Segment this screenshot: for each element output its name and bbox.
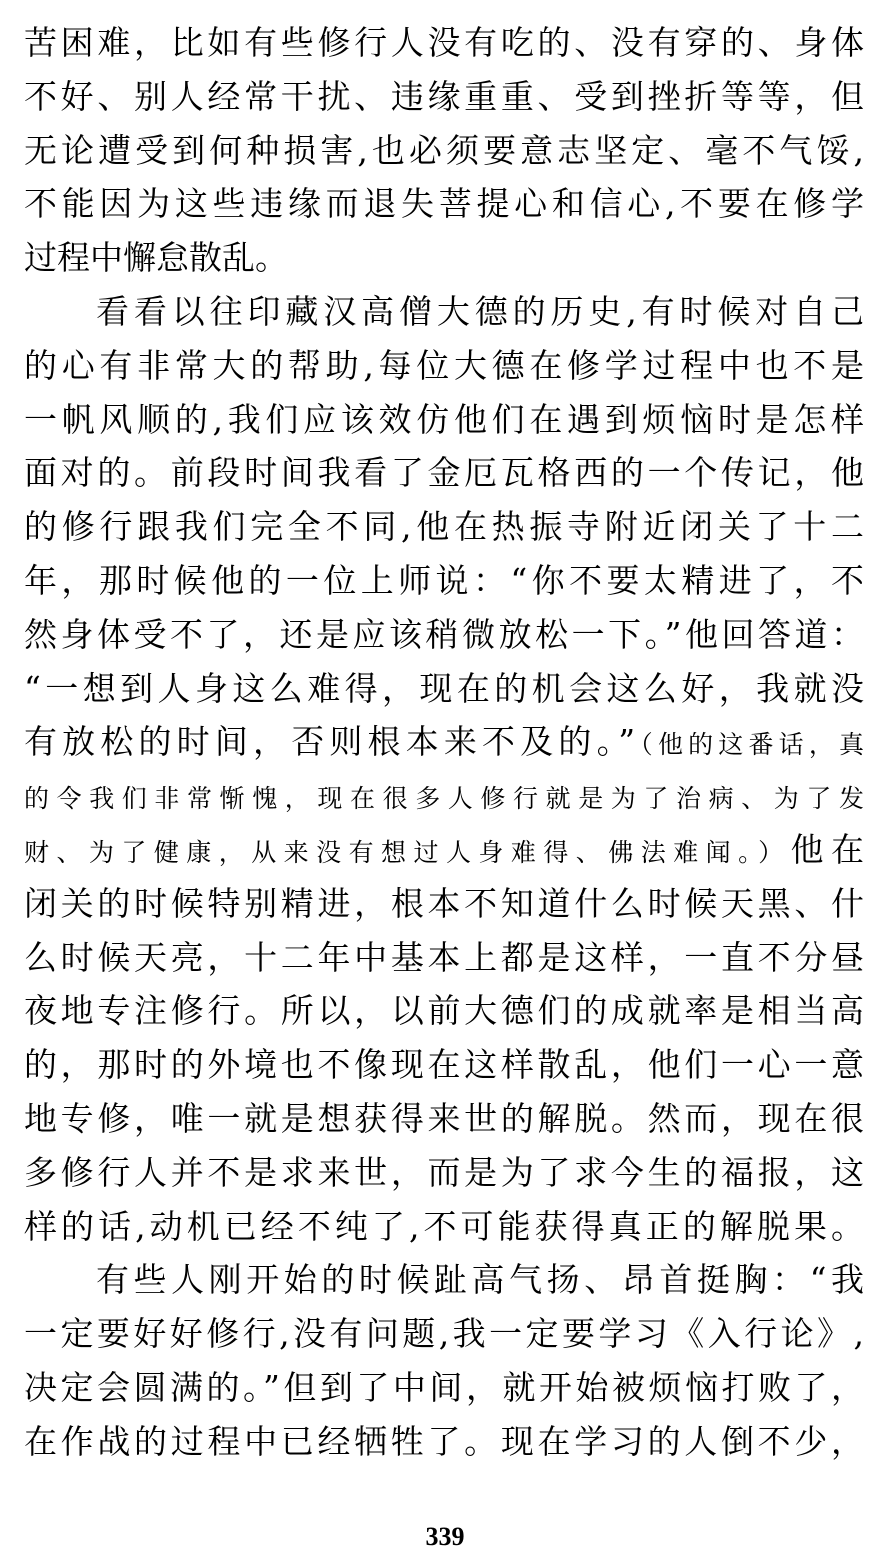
text-line: 夜地专注修行。所以，以前大德们的成就率是相当高 <box>24 991 864 1031</box>
text-line: 地专修，唯一就是想获得来世的解脱。然而，现在很 <box>24 1098 864 1138</box>
body-text <box>24 16 864 1469</box>
page-number: 339 <box>425 1522 465 1551</box>
paragraph-start-line: 有些人刚开始的时候趾高气扬、昂首挺胸：“我 <box>96 1260 864 1300</box>
text-line: 多修行人并不是求来世，而是为了求今生的福报，这 <box>24 1152 864 1192</box>
text-line: 的心有非常大的帮助,每位大德在修学过程中也不是 <box>24 345 864 385</box>
text-line: 苦困难，比如有些修行人没有吃的、没有穿的、身体 <box>24 23 864 62</box>
text-line: 面对的。前段时间我看了金厄瓦格西的一个传记，他 <box>24 453 864 493</box>
text-line: 一帆风顺的,我们应该效仿他们在遇到烦恼时是怎样 <box>24 399 864 439</box>
text-line: 的，那时的外境也不像现在这样散乱，他们一心一意 <box>24 1045 864 1085</box>
text-line: 么时候天亮，十二年中基本上都是这样，一直不分昼 <box>24 937 864 977</box>
text-line: 闭关的时候特别精进，根本不知道什么时候天黑、什 <box>24 883 864 923</box>
annotation-text: 财、为了健康，从来没有想过人身难得、佛法难闻。） <box>24 837 791 867</box>
text-line: 样的话,动机已经不纯了,不可能获得真正的解脱果。 <box>24 1206 864 1246</box>
text-line: 一定要好好修行,没有问题,我一定要学习《入行论》, <box>24 1314 864 1354</box>
annotation-text: （他的这番话，真 <box>635 730 864 760</box>
text-line: 无论遭受到何种损害,也必须要意志坚定、毫不气馁, <box>24 130 864 170</box>
text-line: 不能因为这些违缘而退失菩提心和信心,不要在修学 <box>24 184 864 224</box>
text-line: 年，那时候他的一位上师说：“你不要太精进了，不 <box>24 560 864 600</box>
text-line: 过程中懈怠散乱。 <box>24 238 288 278</box>
text-line: 不好、别人经常干扰、违缘重重、受到挫折等等，但 <box>24 76 864 116</box>
text-line: 然身体受不了，还是应该稍微放松一下。”他回答道： <box>24 614 864 654</box>
annotation-text: 的令我们非常惭愧，现在很多人修行就是为了治病、为了发 <box>24 784 864 814</box>
paragraph-start-line: 看看以往印藏汉高僧大德的历史,有时候对自己 <box>96 291 864 331</box>
text-line: 有放松的时间，否则根本来不及的。”（他的这番话，真 <box>24 722 864 762</box>
text-line: 的修行跟我们完全不同,他在热振寺附近闭关了十二 <box>24 507 864 547</box>
annotation-line <box>24 769 864 823</box>
text-line: “一想到人身这么难得，现在的机会这么好，我就没 <box>24 668 864 708</box>
text-line: 财、为了健康，从来没有想过人身难得、佛法难闻。）他在 <box>24 829 864 869</box>
text-line: 在作战的过程中已经牺牲了。现在学习的人倒不少， <box>24 1421 864 1461</box>
text-line: 决定会圆满的。”但到了中间，就开始被烦恼打败了， <box>24 1367 864 1407</box>
